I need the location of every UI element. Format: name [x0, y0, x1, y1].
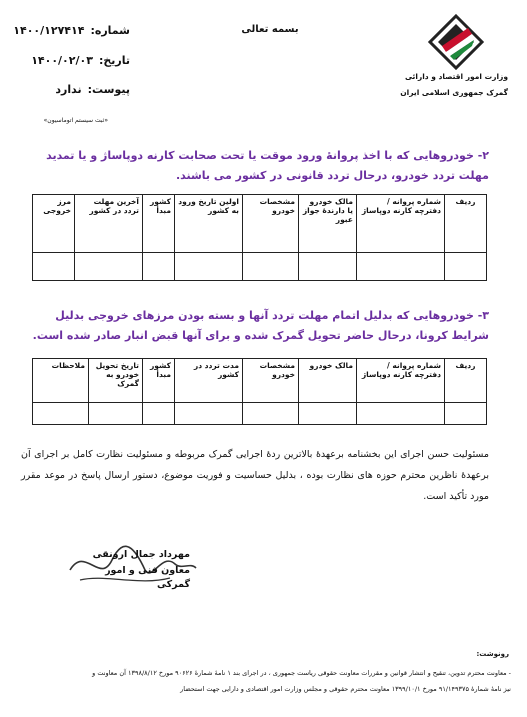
section3-empty-row	[33, 403, 487, 425]
section3-col-notes: ملاحظات	[33, 359, 89, 403]
section3-col-permit: شماره پروانه / دفترچه کارنه دوپاساژ	[357, 359, 445, 403]
attachment-label: پیوست:	[87, 83, 130, 96]
date-value: ۱۴۰۰/۰۲/۰۳	[31, 54, 93, 67]
section3-col-row: ردیف	[445, 359, 487, 403]
section3-col-duration: مدت تردد در کشور	[175, 359, 243, 403]
cc-line-2: نیز نامهٔ شمارهٔ ۹۱/۱۴۹۳۷۵ مورخ ۱۳۹۹/۱۰/۱ معاونت محترم حقوقی و مجلس وزارت امور اقتصادی و دارایی جهت استحضار	[180, 685, 511, 693]
section2-table	[32, 194, 487, 281]
section2-col-vehicle: مشخصات خودرو	[243, 195, 299, 253]
section2-col-first-entry: اولین تاریخ ورود به کشور	[175, 195, 243, 253]
section2-col-origin: کشور مبدأ	[143, 195, 175, 253]
section2-col-deadline: آخرین مهلت تردد در کشور	[75, 195, 143, 253]
section3-heading: ۳- خودروهایی که بدلیل اتمام مهلت تردد آنها و بسته بودن مرزهای خروجی بدلیل شرایط کرونا، درحال حاضر تحویل گمرک شده و برای آنها قبض انبار صادر شده است.	[32, 309, 489, 342]
system-note: «ثبت سیستم اتوماسیون»	[43, 117, 108, 124]
ministry-name: وزارت امور اقتصاد و دارائی	[404, 72, 508, 81]
cc-label: رونوشت:	[476, 650, 509, 658]
letter-date	[18, 54, 130, 67]
section3-col-origin: کشور مبدأ	[143, 359, 175, 403]
number-value: ۱۴۰۰/۱۲۷۴۱۴	[13, 24, 85, 37]
section2-col-row: ردیف	[445, 195, 487, 253]
signatory-name: مهرداد جمال ارونقی	[92, 549, 190, 560]
section2-heading: ۲- خودروهایی که با اخذ پروانهٔ ورود موقت یا تحت صحابت کارنه دوپاساژ و یا تمدید مهلت تردد خودرو، درحال تردد قانونی در کشور می باشند.	[46, 149, 489, 182]
customs-logo-icon	[428, 14, 484, 70]
responsibility-paragraph: مسئولیت حسن اجرای این بخشنامه برعهدهٔ بالاترین ردهٔ اجرایی گمرک مربوطه و مسئولیت نظارت کامل بر اجرای آن برعهدهٔ ناظرین محترم حوزه های نظارت بوده ، بدلیل حساسیت و فوریت موضوع، دستور ارسال پاسخ در موعد مقرر مورد تأکید است.	[21, 449, 489, 502]
letter-number	[13, 24, 130, 37]
section2-header-row	[33, 195, 487, 253]
number-label: شماره:	[90, 24, 130, 37]
section3-header-row	[33, 359, 487, 403]
section3-col-owner: مالک خودرو	[299, 359, 357, 403]
bismillah: بسمه تعالی	[241, 24, 299, 35]
cc-line-1: - معاونت محترم تدوین، تنقیح و انتشار قوانین و مقررات معاونت حقوقی ریاست جمهوری ، در اجرای بند ۱ نامهٔ شمارهٔ ۹۰۶۲۶ مورخ ۱۳۹۸/۸/۱۲ آن معاونت و	[92, 669, 511, 677]
section3-table	[32, 358, 487, 425]
signature-area	[50, 540, 200, 592]
attachment-value: ندارد	[55, 83, 82, 96]
date-label: تاریخ:	[98, 54, 130, 67]
customs-name: گمرک جمهوری اسلامی ایران	[400, 88, 508, 97]
letter-attachment	[18, 83, 130, 96]
section2-col-border: مرز خروجی	[33, 195, 75, 253]
section2-empty-row	[33, 253, 487, 281]
section2-col-permit: شماره پروانه / دفترچه کارنه دوپاساژ	[357, 195, 445, 253]
section2-col-owner: مالک خودرو یا دارندهٔ جواز عبور	[299, 195, 357, 253]
section3-col-vehicle: مشخصات خودرو	[243, 359, 299, 403]
section3-col-delivery-date: تاریخ تحویل خودرو به گمرک	[89, 359, 143, 403]
signatory-title: معاون فنی و امور گمرکی	[105, 565, 190, 590]
